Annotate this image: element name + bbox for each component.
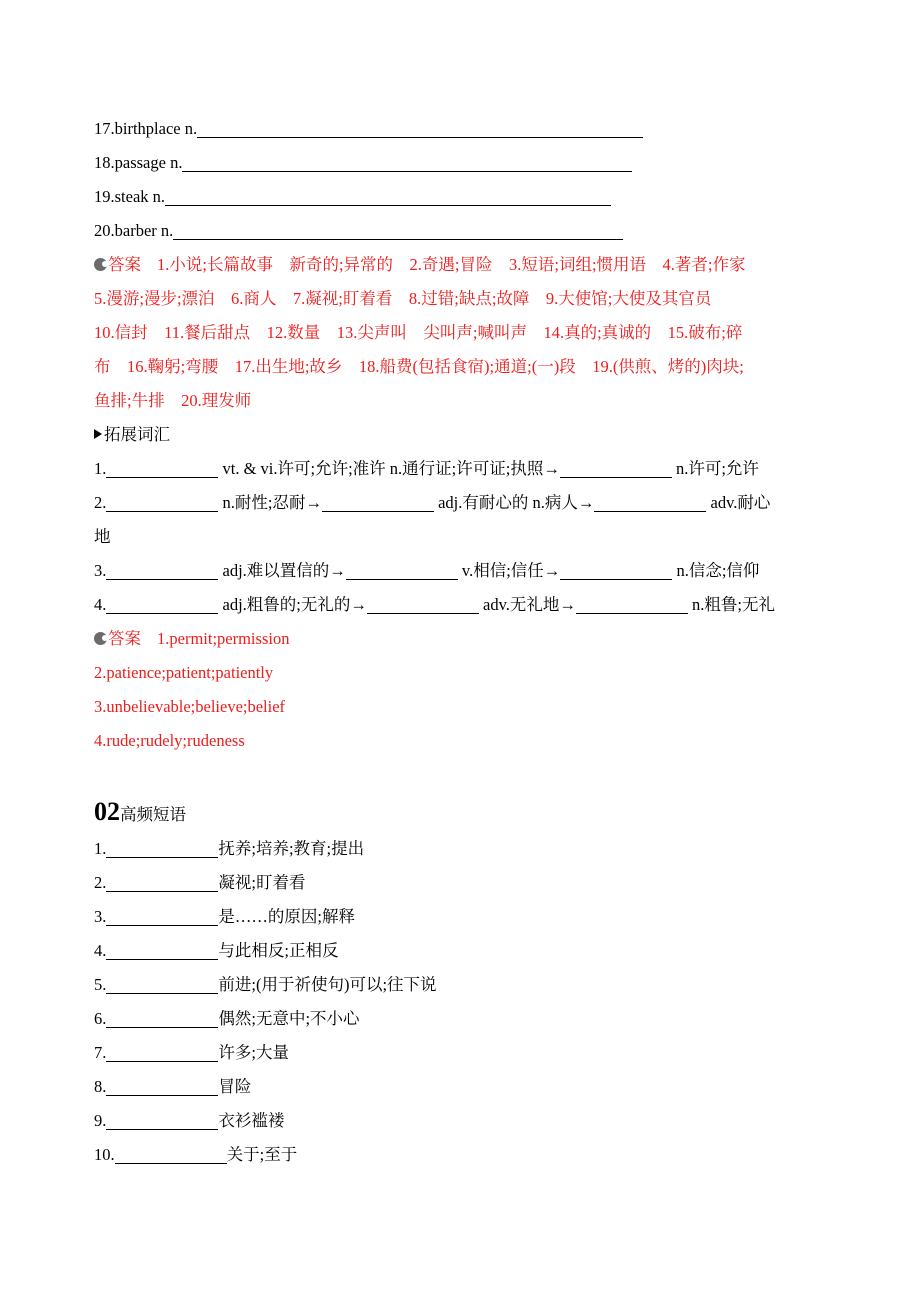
answer-line: 2.patience;patient;patiently bbox=[94, 663, 274, 682]
vocab-item-18 bbox=[94, 146, 824, 180]
extended-vocab-heading: 拓展词汇 bbox=[94, 418, 824, 452]
answer-blank[interactable] bbox=[594, 491, 706, 512]
phrase-item: 7. 许多;大量 bbox=[94, 1043, 289, 1062]
worksheet-page bbox=[94, 112, 824, 1172]
phrase-item: 5. 前进;(用于祈使句)可以;往下说 bbox=[94, 975, 437, 994]
phrase-item: 1. 抚养;培养;教育;提出 bbox=[94, 839, 365, 858]
vocab-item-19 bbox=[94, 180, 824, 214]
answer-blank[interactable] bbox=[106, 905, 218, 926]
phrase-item: 10. 关于;至于 bbox=[94, 1145, 298, 1164]
vocab-prompt: 20.barber n. bbox=[94, 221, 174, 240]
answer-block-1 bbox=[94, 248, 824, 418]
answer-blank[interactable] bbox=[346, 559, 458, 580]
answer-line: 4.rude;rudely;rudeness bbox=[94, 731, 245, 750]
extended-vocab-item-1: 1. vt. & vi.许可;允许;准许 n.通行证;许可证;执照→ n.许可;允许 bbox=[94, 459, 759, 478]
phrase-item: 6. 偶然;无意中;不小心 bbox=[94, 1009, 360, 1028]
vocab-prompt: 19.steak n. bbox=[94, 187, 166, 206]
answer-line: 10.信封 11.餐后甜点 12.数量 13.尖声叫 尖叫声;喊叫声 14.真的;真诚的 15.破布;碎 bbox=[94, 323, 743, 342]
answer-blank[interactable] bbox=[560, 559, 672, 580]
extended-vocab-item-2: 2. n.耐性;忍耐→ adj.有耐心的 n.病人→ adv.耐心 bbox=[94, 493, 771, 512]
vocab-prompt: 17.birthplace n. bbox=[94, 119, 198, 138]
answer-blank[interactable] bbox=[367, 593, 479, 614]
answer-block-2 bbox=[94, 622, 824, 758]
phrase-item: 3. 是……的原因;解释 bbox=[94, 907, 355, 926]
phrase-item: 2. 凝视;盯着看 bbox=[94, 873, 306, 892]
phrase-item: 4. 与此相反;正相反 bbox=[94, 941, 339, 960]
extended-vocab-item-4: 4. adj.粗鲁的;无礼的→ adv.无礼地→ n.粗鲁;无礼 bbox=[94, 595, 775, 614]
answer-icon bbox=[94, 258, 107, 271]
answer-blank[interactable] bbox=[106, 837, 218, 858]
answer-blank[interactable] bbox=[106, 593, 218, 614]
answer-blank[interactable] bbox=[115, 1143, 227, 1164]
triangle-bullet-icon bbox=[94, 429, 102, 439]
phrase-list bbox=[94, 832, 824, 1172]
phrase-item: 8. 冒险 bbox=[94, 1077, 252, 1096]
answer-blank[interactable] bbox=[106, 491, 218, 512]
section-title: 高频短语 bbox=[120, 805, 186, 824]
answer-line: 1.小说;长篇故事 新奇的;异常的 2.奇遇;冒险 3.短语;词组;惯用语 4.著者;作家 bbox=[157, 255, 746, 274]
answer-blank[interactable] bbox=[106, 973, 218, 994]
vocab-item-20 bbox=[94, 214, 824, 248]
answer-blank[interactable] bbox=[106, 939, 218, 960]
answer-label: 答案 bbox=[108, 629, 141, 648]
vocab-item-17 bbox=[94, 112, 824, 146]
answer-blank[interactable] bbox=[182, 151, 632, 172]
answer-blank[interactable] bbox=[106, 871, 218, 892]
section-number: 02 bbox=[94, 797, 120, 826]
phrase-item: 9. 衣衫褴褛 bbox=[94, 1111, 285, 1130]
answer-blank[interactable] bbox=[560, 457, 672, 478]
answer-blank[interactable] bbox=[106, 457, 218, 478]
answer-line: 鱼排;牛排 20.理发师 bbox=[94, 391, 252, 410]
answer-icon bbox=[94, 632, 107, 645]
answer-blank[interactable] bbox=[106, 1075, 218, 1096]
answer-blank[interactable] bbox=[106, 1109, 218, 1130]
section-heading bbox=[94, 792, 824, 832]
answer-blank[interactable] bbox=[197, 117, 643, 138]
answer-blank[interactable] bbox=[165, 185, 611, 206]
extended-vocab-item-2-wrap: 地 bbox=[94, 527, 111, 546]
extended-vocab-item-3: 3. adj.难以置信的→ v.相信;信任→ n.信念;信仰 bbox=[94, 561, 760, 580]
answer-blank[interactable] bbox=[106, 1041, 218, 1062]
vocab-prompt: 18.passage n. bbox=[94, 153, 183, 172]
answer-line: 3.unbelievable;believe;belief bbox=[94, 697, 286, 716]
answer-blank[interactable] bbox=[576, 593, 688, 614]
answer-line: 布 16.鞠躬;弯腰 17.出生地;故乡 18.船费(包括食宿);通道;(一)段 19.(供煎、烤的)肉块; bbox=[94, 357, 744, 376]
answer-blank[interactable] bbox=[106, 1007, 218, 1028]
answer-label: 答案 bbox=[108, 255, 141, 274]
answer-blank[interactable] bbox=[322, 491, 434, 512]
answer-line: 5.漫游;漫步;漂泊 6.商人 7.凝视;盯着看 8.过错;缺点;故障 9.大使馆;大使及其官员 bbox=[94, 289, 712, 308]
answer-blank[interactable] bbox=[106, 559, 218, 580]
answer-blank[interactable] bbox=[173, 219, 623, 240]
answer-line: 1.permit;permission bbox=[157, 629, 290, 648]
